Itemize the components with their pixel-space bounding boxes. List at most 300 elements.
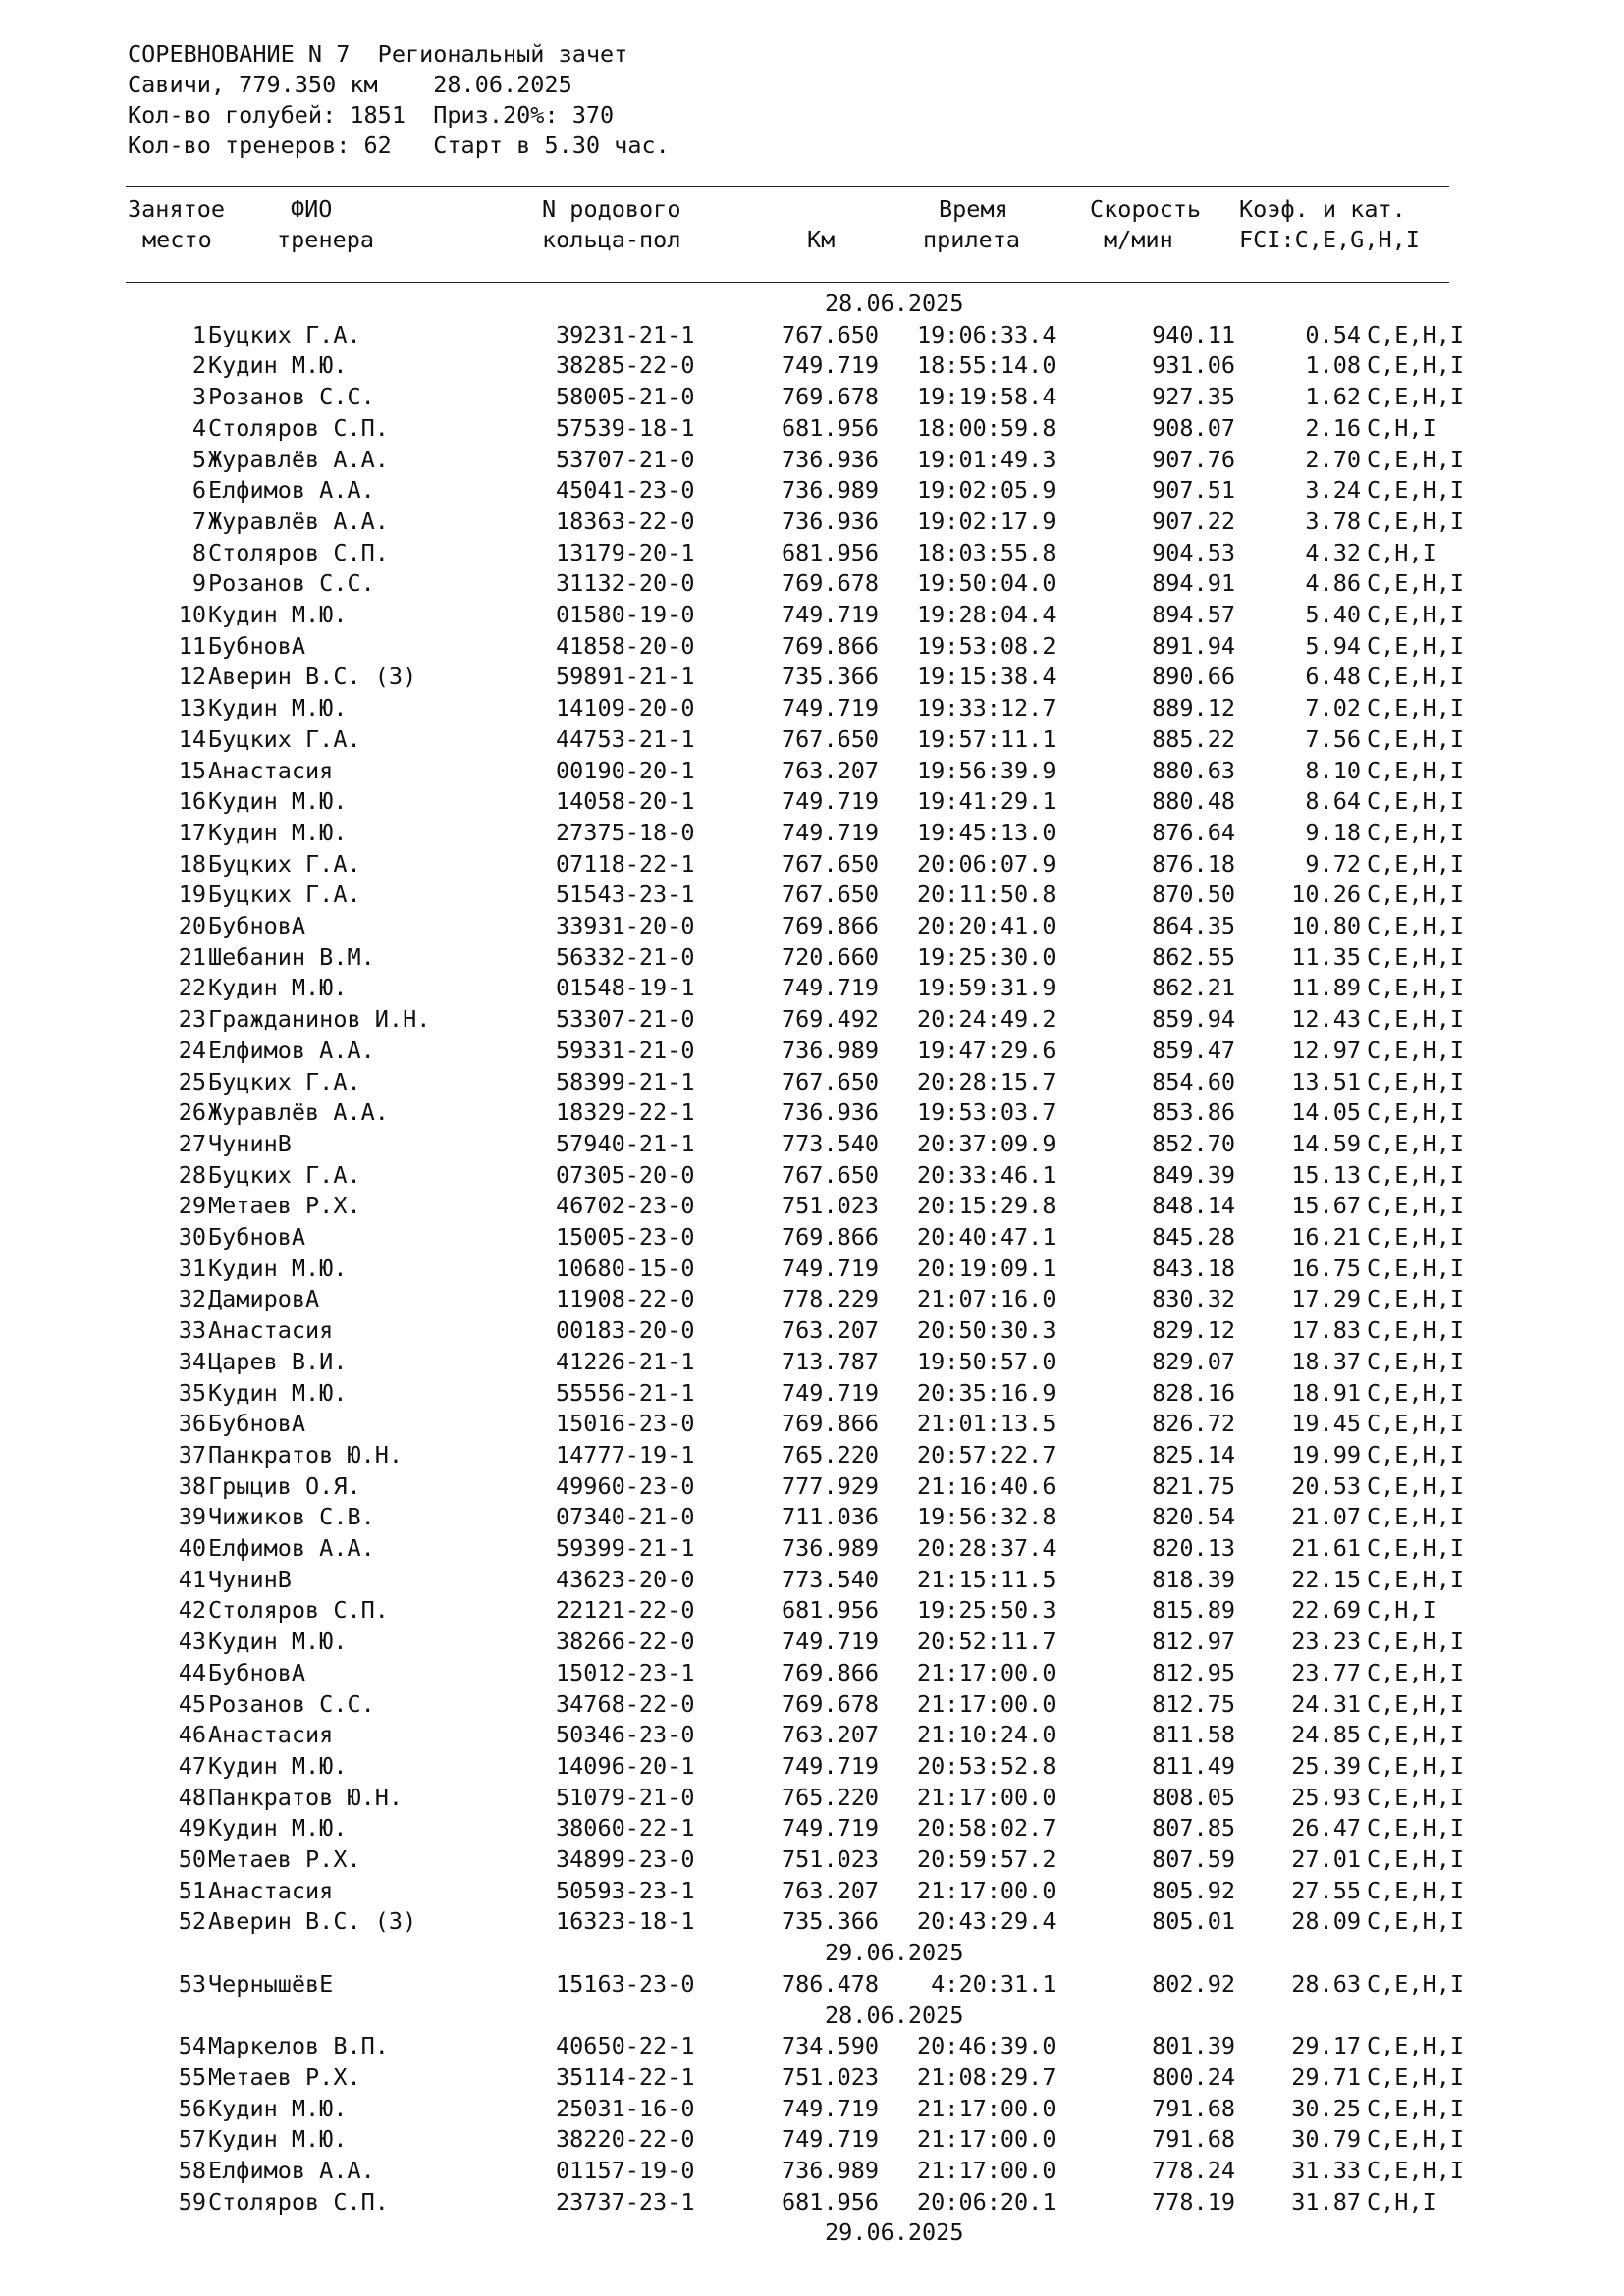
cell-place: 20 [178, 912, 206, 939]
cell-name: Кудин М.Ю. [208, 1379, 348, 1407]
cell-ring: 51079-21-0 [556, 1784, 695, 1811]
cell-time: 19:50:57.0 [917, 1348, 1056, 1375]
cell-name: Журавлёв А.А. [208, 507, 389, 535]
cell-coef: 5.40 [1305, 601, 1361, 628]
cell-place: 46 [178, 1721, 206, 1748]
cell-ring: 18329-22-1 [556, 1098, 695, 1126]
cell-coef: 15.13 [1291, 1161, 1361, 1189]
cell-name: Анастасия [208, 1877, 334, 1904]
cell-speed: 812.95 [1152, 1659, 1235, 1686]
cell-km: 751.023 [782, 1192, 880, 1219]
cell-speed: 815.89 [1152, 1596, 1235, 1624]
cell-time: 20:28:15.7 [917, 1068, 1056, 1095]
cell-km: 681.956 [782, 1596, 880, 1624]
cell-ring: 15163-23-0 [556, 1970, 695, 1998]
cell-time: 4:20:31.1 [917, 1970, 1056, 1998]
cell-time: 19:53:08.2 [917, 632, 1056, 660]
cell-cat: C,E,H,I [1367, 569, 1465, 597]
cell-cat: C,E,H,I [1367, 2032, 1465, 2059]
cell-cat: C,E,H,I [1367, 1255, 1465, 1282]
cell-ring: 00183-20-0 [556, 1316, 695, 1344]
cell-name: ДамировА [208, 1285, 320, 1312]
cell-km: 769.678 [782, 1690, 880, 1718]
cell-place: 2 [191, 351, 206, 379]
cell-name: Елфимов А.А. [208, 1037, 375, 1064]
location-date: Савичи, 779.350 км 28.06.2025 [128, 71, 572, 98]
cell-km: 769.866 [782, 912, 880, 939]
cell-coef: 21.61 [1291, 1534, 1361, 1562]
cell-cat: C,E,H,I [1367, 1907, 1465, 1935]
cell-coef: 18.91 [1291, 1379, 1361, 1407]
cell-km: 767.650 [782, 850, 880, 878]
cell-place: 26 [178, 1098, 206, 1126]
cell-speed: 852.70 [1152, 1130, 1235, 1157]
cell-place: 53 [178, 1970, 206, 1998]
cell-cat: C,E,H,I [1367, 1068, 1465, 1095]
cell-place: 1 [191, 321, 206, 348]
cell-cat: C,E,H,I [1367, 1472, 1465, 1500]
cell-ring: 13179-20-1 [556, 539, 695, 566]
cell-coef: 28.63 [1291, 1970, 1361, 1998]
cell-ring: 40650-22-1 [556, 2032, 695, 2059]
cell-name: Анастасия [208, 1721, 334, 1748]
date-separator: 28.06.2025 [825, 290, 964, 317]
cell-cat: C,E,H,I [1367, 1410, 1465, 1437]
cell-coef: 9.72 [1305, 850, 1361, 878]
cell-time: 20:37:09.9 [917, 1130, 1056, 1157]
cell-cat: C,E,H,I [1367, 1659, 1465, 1686]
cell-coef: 5.94 [1305, 632, 1361, 660]
cell-coef: 20.53 [1291, 1472, 1361, 1500]
cell-speed: 889.12 [1152, 694, 1235, 721]
cell-name: Буцких Г.А. [208, 1068, 361, 1095]
cell-speed: 800.24 [1152, 2063, 1235, 2091]
cell-speed: 904.53 [1152, 539, 1235, 566]
cell-speed: 807.85 [1152, 1814, 1235, 1842]
cell-coef: 3.78 [1305, 507, 1361, 535]
cell-ring: 58005-21-0 [556, 383, 695, 410]
cell-name: Кудин М.Ю. [208, 2095, 348, 2122]
cell-name: Грыцив О.Я. [208, 1472, 361, 1500]
cell-speed: 807.59 [1152, 1845, 1235, 1873]
cell-ring: 35114-22-1 [556, 2063, 695, 2091]
col-km: Км [807, 226, 836, 253]
cell-cat: C,E,H,I [1367, 757, 1465, 784]
cell-ring: 34768-22-0 [556, 1690, 695, 1718]
cell-name: Кудин М.Ю. [208, 787, 348, 815]
cell-time: 21:16:40.6 [917, 1472, 1056, 1500]
cell-place: 45 [178, 1690, 206, 1718]
cell-coef: 21.07 [1291, 1503, 1361, 1530]
cell-km: 769.678 [782, 569, 880, 597]
cell-name: Кудин М.Ю. [208, 2125, 348, 2153]
cell-km: 749.719 [782, 351, 880, 379]
cell-speed: 778.19 [1152, 2188, 1235, 2216]
cell-place: 43 [178, 1628, 206, 1655]
cell-coef: 27.01 [1291, 1845, 1361, 1873]
cell-time: 20:20:41.0 [917, 912, 1056, 939]
cell-coef: 4.86 [1305, 569, 1361, 597]
cell-time: 20:06:07.9 [917, 850, 1056, 878]
cell-cat: C,E,H,I [1367, 974, 1465, 1001]
cell-cat: C,E,H,I [1367, 1503, 1465, 1530]
cell-km: 765.220 [782, 1784, 880, 1811]
cell-cat: C,E,H,I [1367, 850, 1465, 878]
cell-cat: C,E,H,I [1367, 1037, 1465, 1064]
cell-cat: C,E,H,I [1367, 1628, 1465, 1655]
cell-speed: 812.75 [1152, 1690, 1235, 1718]
cell-ring: 38266-22-0 [556, 1628, 695, 1655]
cell-cat: C,E,H,I [1367, 1379, 1465, 1407]
cell-name: Буцких Г.А. [208, 850, 361, 878]
cell-place: 25 [178, 1068, 206, 1095]
cell-name: Кудин М.Ю. [208, 1628, 348, 1655]
cell-km: 713.787 [782, 1348, 880, 1375]
cell-speed: 859.94 [1152, 1005, 1235, 1033]
cell-coef: 30.25 [1291, 2095, 1361, 2122]
cell-name: Царев В.И. [208, 1348, 348, 1375]
cell-km: 769.678 [782, 383, 880, 410]
cell-km: 749.719 [782, 1255, 880, 1282]
cell-cat: C,E,H,I [1367, 1192, 1465, 1219]
cell-km: 769.866 [782, 1223, 880, 1251]
cell-km: 765.220 [782, 1441, 880, 1468]
cell-coef: 8.10 [1305, 757, 1361, 784]
cell-km: 767.650 [782, 1161, 880, 1189]
cell-time: 20:11:50.8 [917, 881, 1056, 908]
cell-cat: C,E,H,I [1367, 1161, 1465, 1189]
col-coef-line2: FCI:C,E,G,H,I [1239, 226, 1420, 253]
cell-cat: C,E,H,I [1367, 1877, 1465, 1904]
cell-km: 769.866 [782, 632, 880, 660]
cell-place: 42 [178, 1596, 206, 1624]
cell-name: Панкратов Ю.Н. [208, 1784, 404, 1811]
cell-km: 735.366 [782, 663, 880, 690]
cell-speed: 907.22 [1152, 507, 1235, 535]
cell-coef: 11.89 [1291, 974, 1361, 1001]
cell-speed: 825.14 [1152, 1441, 1235, 1468]
cell-speed: 830.32 [1152, 1285, 1235, 1312]
cell-coef: 25.39 [1291, 1752, 1361, 1780]
cell-time: 20:33:46.1 [917, 1161, 1056, 1189]
cell-ring: 14777-19-1 [556, 1441, 695, 1468]
cell-ring: 44753-21-1 [556, 725, 695, 753]
cell-time: 19:19:58.4 [917, 383, 1056, 410]
cell-time: 18:03:55.8 [917, 539, 1056, 566]
date-separator: 28.06.2025 [825, 2002, 964, 2029]
cell-time: 21:17:00.0 [917, 1659, 1056, 1686]
cell-speed: 876.18 [1152, 850, 1235, 878]
cell-cat: C,E,H,I [1367, 446, 1465, 473]
cell-name: Чижиков С.В. [208, 1503, 375, 1530]
cell-ring: 45041-23-0 [556, 476, 695, 504]
cell-speed: 791.68 [1152, 2125, 1235, 2153]
cell-time: 20:59:57.2 [917, 1845, 1056, 1873]
cell-coef: 19.99 [1291, 1441, 1361, 1468]
cell-place: 47 [178, 1752, 206, 1780]
cell-speed: 907.76 [1152, 446, 1235, 473]
cell-name: Кудин М.Ю. [208, 694, 348, 721]
cell-speed: 894.57 [1152, 601, 1235, 628]
cell-place: 23 [178, 1005, 206, 1033]
cell-name: Маркелов В.П. [208, 2032, 389, 2059]
cell-name: Кудин М.Ю. [208, 601, 348, 628]
cell-speed: 805.92 [1152, 1877, 1235, 1904]
cell-place: 4 [191, 414, 206, 442]
cell-ring: 15012-23-1 [556, 1659, 695, 1686]
cell-km: 749.719 [782, 601, 880, 628]
cell-km: 751.023 [782, 2063, 880, 2091]
cell-km: 749.719 [782, 694, 880, 721]
col-speed-line2: м/мин [1104, 226, 1173, 253]
cell-speed: 870.50 [1152, 881, 1235, 908]
cell-coef: 22.15 [1291, 1566, 1361, 1593]
cell-coef: 17.29 [1291, 1285, 1361, 1312]
cell-ring: 07340-21-0 [556, 1503, 695, 1530]
cell-km: 763.207 [782, 1877, 880, 1904]
cell-place: 24 [178, 1037, 206, 1064]
cell-coef: 10.26 [1291, 881, 1361, 908]
cell-speed: 845.28 [1152, 1223, 1235, 1251]
cell-time: 20:52:11.7 [917, 1628, 1056, 1655]
cell-km: 769.492 [782, 1005, 880, 1033]
cell-ring: 07118-22-1 [556, 850, 695, 878]
competition-title: СОРЕВНОВАНИЕ N 7 Региональный зачет [128, 40, 628, 68]
cell-speed: 931.06 [1152, 351, 1235, 379]
cell-place: 14 [178, 725, 206, 753]
cell-coef: 19.45 [1291, 1410, 1361, 1437]
cell-cat: C,E,H,I [1367, 1752, 1465, 1780]
cell-place: 10 [178, 601, 206, 628]
cell-cat: C,E,H,I [1367, 2063, 1465, 2091]
cell-km: 736.989 [782, 1534, 880, 1562]
cell-time: 19:56:39.9 [917, 757, 1056, 784]
cell-time: 19:41:29.1 [917, 787, 1056, 815]
cell-coef: 15.67 [1291, 1192, 1361, 1219]
col-coef-line1: Коэф. и кат. [1239, 195, 1406, 223]
col-time-line1: Время [939, 195, 1008, 223]
cell-name: Метаев Р.Х. [208, 1845, 361, 1873]
cell-ring: 01548-19-1 [556, 974, 695, 1001]
cell-coef: 24.31 [1291, 1690, 1361, 1718]
cell-km: 786.478 [782, 1970, 880, 1998]
cell-ring: 22121-22-0 [556, 1596, 695, 1624]
cell-coef: 16.21 [1291, 1223, 1361, 1251]
cell-place: 18 [178, 850, 206, 878]
cell-place: 32 [178, 1285, 206, 1312]
cell-coef: 26.47 [1291, 1814, 1361, 1842]
cell-km: 777.929 [782, 1472, 880, 1500]
header-bottom-rule [126, 282, 1449, 283]
cell-time: 21:17:00.0 [917, 2095, 1056, 2122]
cell-place: 50 [178, 1845, 206, 1873]
cell-name: Розанов С.С. [208, 383, 375, 410]
cell-speed: 862.55 [1152, 943, 1235, 971]
cell-name: Елфимов А.А. [208, 476, 375, 504]
cell-time: 19:28:04.4 [917, 601, 1056, 628]
cell-ring: 14109-20-0 [556, 694, 695, 721]
cell-ring: 31132-20-0 [556, 569, 695, 597]
cell-cat: C,E,H,I [1367, 351, 1465, 379]
cell-place: 27 [178, 1130, 206, 1157]
cell-name: Анастасия [208, 757, 334, 784]
cell-name: Метаев Р.Х. [208, 1192, 361, 1219]
cell-place: 56 [178, 2095, 206, 2122]
cell-ring: 59331-21-0 [556, 1037, 695, 1064]
cell-time: 21:10:24.0 [917, 1721, 1056, 1748]
date-separator: 29.06.2025 [825, 1939, 964, 1966]
cell-coef: 18.37 [1291, 1348, 1361, 1375]
col-place-line1: Занятое [128, 195, 226, 223]
cell-place: 11 [178, 632, 206, 660]
cell-ring: 57539-18-1 [556, 414, 695, 442]
cell-cat: C,E,H,I [1367, 1845, 1465, 1873]
cell-km: 763.207 [782, 757, 880, 784]
cell-time: 19:47:29.6 [917, 1037, 1056, 1064]
cell-place: 19 [178, 881, 206, 908]
cell-km: 749.719 [782, 974, 880, 1001]
cell-speed: 894.91 [1152, 569, 1235, 597]
cell-name: Метаев Р.Х. [208, 2063, 361, 2091]
cell-speed: 940.11 [1152, 321, 1235, 348]
col-ring-line2: кольца-пол [542, 226, 681, 253]
cell-place: 38 [178, 1472, 206, 1500]
cell-place: 48 [178, 1784, 206, 1811]
cell-cat: C,E,H,I [1367, 383, 1465, 410]
cell-time: 19:25:30.0 [917, 943, 1056, 971]
cell-name: Столяров С.П. [208, 1596, 389, 1624]
cell-time: 21:17:00.0 [917, 1690, 1056, 1718]
cell-km: 736.989 [782, 1037, 880, 1064]
cell-cat: C,E,H,I [1367, 1566, 1465, 1593]
cell-place: 41 [178, 1566, 206, 1593]
cell-name: Столяров С.П. [208, 539, 389, 566]
cell-name: Кудин М.Ю. [208, 974, 348, 1001]
cell-speed: 848.14 [1152, 1192, 1235, 1219]
cell-speed: 927.35 [1152, 383, 1235, 410]
cell-speed: 808.05 [1152, 1784, 1235, 1811]
cell-time: 20:50:30.3 [917, 1316, 1056, 1344]
cell-ring: 55556-21-1 [556, 1379, 695, 1407]
cell-cat: C,E,H,I [1367, 321, 1465, 348]
cell-name: Столяров С.П. [208, 414, 389, 442]
cell-coef: 7.02 [1305, 694, 1361, 721]
cell-ring: 16323-18-1 [556, 1907, 695, 1935]
cell-speed: 828.16 [1152, 1379, 1235, 1407]
cell-km: 767.650 [782, 1068, 880, 1095]
cell-cat: C,E,H,I [1367, 601, 1465, 628]
cell-place: 36 [178, 1410, 206, 1437]
cell-name: Кудин М.Ю. [208, 351, 348, 379]
cell-speed: 880.48 [1152, 787, 1235, 815]
cell-time: 19:50:04.0 [917, 569, 1056, 597]
cell-time: 19:02:17.9 [917, 507, 1056, 535]
date-separator: 29.06.2025 [825, 2218, 964, 2246]
cell-time: 20:53:52.8 [917, 1752, 1056, 1780]
cell-ring: 14096-20-1 [556, 1752, 695, 1780]
cell-km: 769.866 [782, 1659, 880, 1686]
cell-ring: 39231-21-1 [556, 321, 695, 348]
cell-place: 54 [178, 2032, 206, 2059]
cell-time: 20:43:29.4 [917, 1907, 1056, 1935]
cell-km: 736.936 [782, 507, 880, 535]
cell-time: 19:02:05.9 [917, 476, 1056, 504]
cell-time: 19:15:38.4 [917, 663, 1056, 690]
cell-place: 15 [178, 757, 206, 784]
cell-ring: 33931-20-0 [556, 912, 695, 939]
cell-name: Елфимов А.А. [208, 2157, 375, 2184]
cell-coef: 9.18 [1305, 819, 1361, 846]
cell-cat: C,H,I [1367, 539, 1436, 566]
cell-name: БубновА [208, 632, 306, 660]
cell-cat: C,E,H,I [1367, 1441, 1465, 1468]
cell-coef: 7.56 [1305, 725, 1361, 753]
cell-km: 736.989 [782, 2157, 880, 2184]
cell-cat: C,E,H,I [1367, 881, 1465, 908]
cell-cat: C,E,H,I [1367, 912, 1465, 939]
cell-km: 749.719 [782, 2095, 880, 2122]
cell-cat: C,E,H,I [1367, 2125, 1465, 2153]
cell-speed: 890.66 [1152, 663, 1235, 690]
cell-time: 18:00:59.8 [917, 414, 1056, 442]
cell-name: БубновА [208, 1410, 306, 1437]
cell-time: 21:17:00.0 [917, 2157, 1056, 2184]
cell-place: 31 [178, 1255, 206, 1282]
cell-speed: 907.51 [1152, 476, 1235, 504]
cell-name: Гражданинов И.Н. [208, 1005, 431, 1033]
cell-coef: 28.09 [1291, 1907, 1361, 1935]
cell-time: 19:01:49.3 [917, 446, 1056, 473]
cell-coef: 25.93 [1291, 1784, 1361, 1811]
cell-ring: 18363-22-0 [556, 507, 695, 535]
cell-ring: 38285-22-0 [556, 351, 695, 379]
cell-time: 19:57:11.1 [917, 725, 1056, 753]
cell-speed: 862.21 [1152, 974, 1235, 1001]
cell-place: 7 [191, 507, 206, 535]
cell-ring: 25031-16-0 [556, 2095, 695, 2122]
cell-place: 59 [178, 2188, 206, 2216]
cell-cat: C,H,I [1367, 1596, 1436, 1624]
cell-speed: 876.64 [1152, 819, 1235, 846]
cell-coef: 31.33 [1291, 2157, 1361, 2184]
cell-coef: 4.32 [1305, 539, 1361, 566]
cell-time: 19:56:32.8 [917, 1503, 1056, 1530]
cell-name: Елфимов А.А. [208, 1534, 375, 1562]
cell-coef: 0.54 [1305, 321, 1361, 348]
cell-km: 763.207 [782, 1721, 880, 1748]
cell-time: 21:01:13.5 [917, 1410, 1056, 1437]
cell-name: Журавлёв А.А. [208, 1098, 389, 1126]
cell-time: 21:07:16.0 [917, 1285, 1056, 1312]
cell-name: ЧунинВ [208, 1130, 292, 1157]
cell-name: БубновА [208, 1659, 306, 1686]
cell-cat: C,E,H,I [1367, 1970, 1465, 1998]
cell-time: 21:17:00.0 [917, 2125, 1056, 2153]
cell-place: 13 [178, 694, 206, 721]
cell-ring: 46702-23-0 [556, 1192, 695, 1219]
col-time-line2: прилета [923, 226, 1021, 253]
cell-speed: 802.92 [1152, 1970, 1235, 1998]
cell-ring: 15005-23-0 [556, 1223, 695, 1251]
cell-km: 735.366 [782, 1907, 880, 1935]
cell-speed: 829.07 [1152, 1348, 1235, 1375]
cell-name: Панкратов Ю.Н. [208, 1441, 404, 1468]
cell-km: 681.956 [782, 2188, 880, 2216]
cell-speed: 821.75 [1152, 1472, 1235, 1500]
cell-speed: 908.07 [1152, 414, 1235, 442]
cell-place: 37 [178, 1441, 206, 1468]
cell-ring: 07305-20-0 [556, 1161, 695, 1189]
